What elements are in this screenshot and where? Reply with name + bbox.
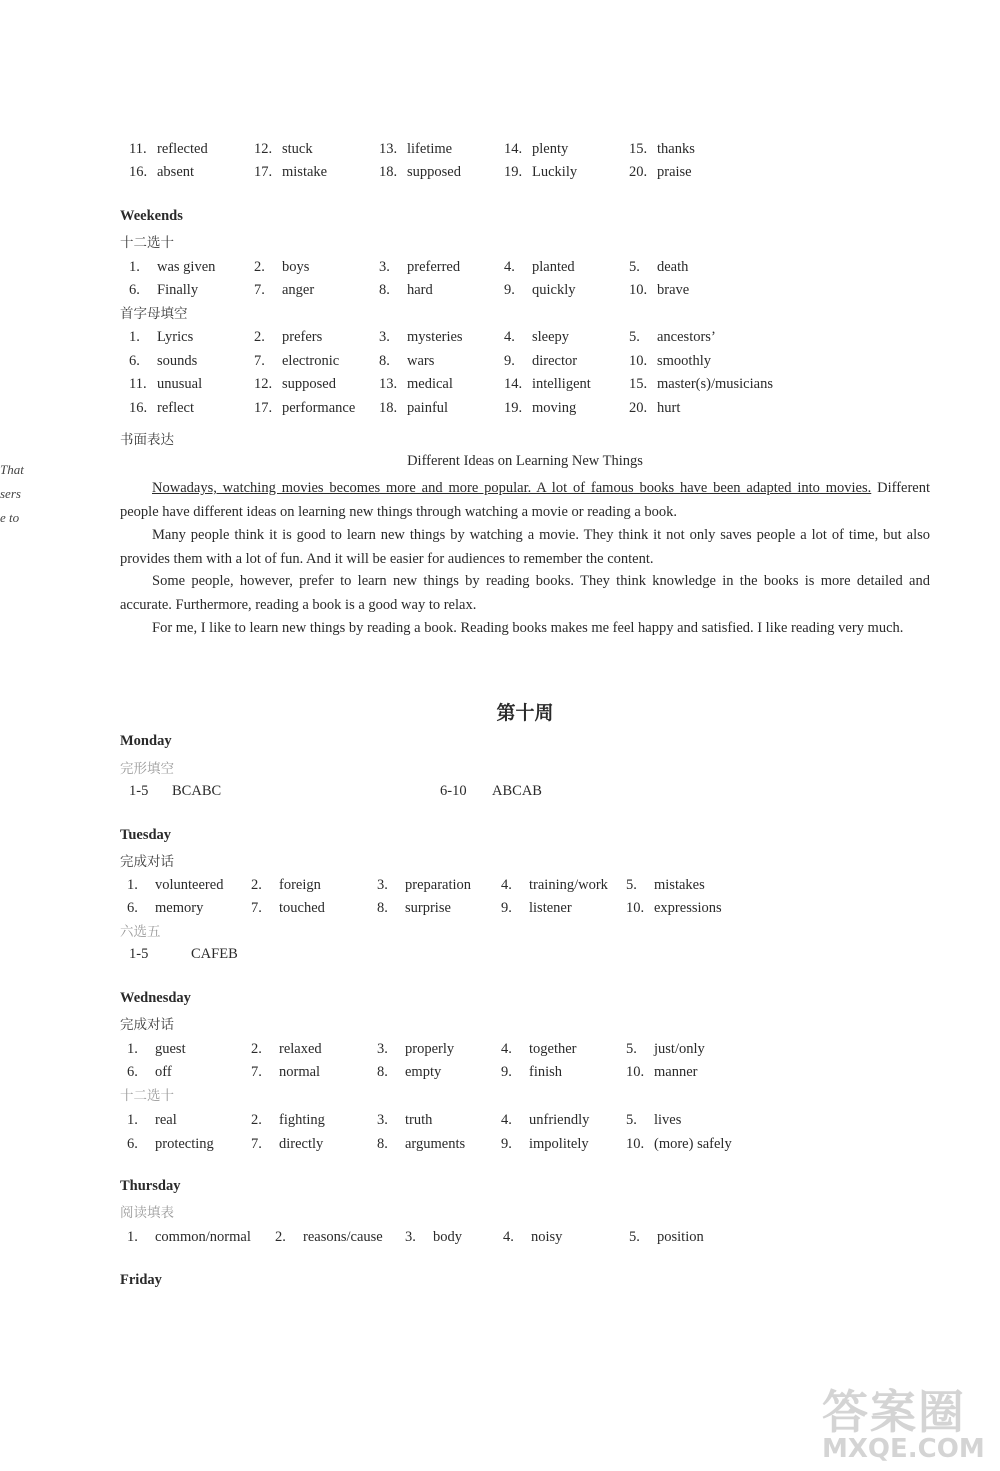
answer-number: 4. (501, 1041, 512, 1057)
answer-item (504, 373, 591, 395)
answer-number: 5. (629, 329, 640, 345)
answer-item (629, 279, 689, 301)
answer-word: guest (155, 1041, 186, 1057)
answer-number: 13. (379, 376, 398, 392)
answer-item (377, 1038, 454, 1060)
answer-number: 20. (629, 164, 648, 180)
answer-item (254, 138, 313, 160)
answer-row (0, 1109, 1000, 1131)
answer-row (0, 350, 1000, 372)
answer-number: 7. (251, 1135, 262, 1152)
answer-item (129, 350, 197, 372)
answer-word: reasons/cause (303, 1229, 383, 1245)
answer-item (405, 1226, 462, 1248)
answer-number: 7. (254, 282, 265, 298)
answer-word: truth (405, 1112, 433, 1128)
essay-paragraph-1 (120, 477, 930, 524)
answer-item (501, 1038, 577, 1060)
answer-item (629, 326, 716, 348)
answer-item (501, 897, 572, 919)
answer-word: mistakes (654, 877, 705, 893)
answer-word: protecting (155, 1135, 214, 1152)
answer-word: listener (529, 900, 572, 916)
answer-number: 10. (626, 1135, 645, 1152)
answer-item (626, 1038, 705, 1060)
answer-number: 1. (127, 1041, 138, 1057)
section-heading-tuesday: Tuesday (120, 827, 172, 843)
answer-number: 12. (254, 141, 273, 157)
answer-number: 20. (629, 399, 648, 416)
answer-item (379, 397, 448, 419)
answer-number: 5. (626, 877, 637, 893)
answer-word: surprise (405, 900, 451, 916)
answer-word: hard (407, 282, 433, 298)
essay-paragraph-4: For me, I like to learn new things by reading a book. Reading books makes me feel happy and satisfied. I like reading very much. (152, 620, 904, 636)
answer-word: planted (532, 259, 575, 275)
answer-item (626, 1061, 697, 1083)
answer-word: performance (282, 399, 356, 416)
answer-number: 10. (629, 352, 648, 369)
answer-word: impolitely (529, 1135, 589, 1152)
answer-number: 11. (129, 376, 147, 392)
answer-range: 6-10 (440, 783, 467, 799)
answer-row (0, 256, 1000, 278)
answer-item (251, 1061, 320, 1083)
margin-fragment: sers (0, 486, 21, 501)
answer-number: 2. (275, 1229, 286, 1245)
answer-item (251, 1038, 322, 1060)
answer-number: 7. (251, 1064, 262, 1080)
answer-number: 18. (379, 164, 398, 180)
answer-number: 2. (254, 329, 265, 345)
answer-item (629, 350, 711, 372)
answer-word: director (532, 352, 578, 369)
answer-row (0, 874, 1000, 896)
answer-row (0, 1133, 1000, 1155)
answer-item (501, 1061, 562, 1083)
answer-item (379, 326, 463, 348)
answer-number: 11. (129, 141, 147, 157)
answer-item (504, 397, 576, 419)
answer-number: 1. (127, 1229, 138, 1245)
essay-paragraph-2: Many people think it is good to learn new things by watching a movie. They think it not only saves people a lot of time, but also provides them with a lot of fun. And it will be easier for audiences to remember the content. (120, 527, 930, 567)
answer-number: 6. (127, 1064, 138, 1080)
answer-item (626, 1109, 681, 1131)
answer-word: absent (157, 164, 195, 180)
answer-item (129, 397, 194, 419)
answer-word: moving (532, 399, 577, 416)
answer-number: 3. (405, 1229, 416, 1245)
answer-number: 3. (379, 329, 390, 345)
answer-word: manner (654, 1064, 698, 1080)
answer-word: master(s)/musicians (657, 376, 773, 392)
answer-number: 3. (377, 1112, 388, 1128)
answer-item (501, 874, 608, 896)
answer-number: 4. (504, 259, 515, 275)
answer-number: 3. (377, 1041, 388, 1057)
answer-number: 6. (129, 352, 140, 369)
answer-item (629, 161, 692, 183)
answer-item (379, 279, 433, 301)
answer-number: 8. (379, 282, 390, 298)
answer-word: praise (657, 164, 692, 180)
answer-number: 8. (379, 352, 390, 369)
answer-number: 1. (127, 877, 138, 893)
answer-word: mistake (282, 164, 328, 180)
answer-item (129, 138, 208, 160)
answer-word: plenty (532, 141, 569, 157)
answer-item (629, 256, 688, 278)
answer-number: 9. (504, 352, 515, 369)
answer-word: anger (282, 282, 315, 298)
answer-item (127, 1133, 214, 1155)
essay-title: Different Ideas on Learning New Things (407, 453, 643, 469)
watermark-logo: 答案圈 (822, 1385, 966, 1439)
answer-item (377, 1061, 441, 1083)
answer-row (0, 1061, 1000, 1083)
answer-row (0, 279, 1000, 301)
answer-item (254, 279, 314, 301)
answer-number: 4. (504, 329, 515, 345)
answer-number: 9. (501, 1135, 512, 1152)
answer-item (127, 1109, 177, 1131)
answer-word: Luckily (532, 164, 578, 180)
watermark-url: MXQE.COM (822, 1434, 985, 1464)
label-cloze: 完形填空 (120, 761, 174, 777)
answer-range: 1-5 (129, 946, 149, 962)
essay-underlined-sentence: Nowadays, watching movies becomes more and more popular. A lot of famous books have been adapted into movies. (152, 480, 872, 496)
answer-item (251, 1133, 323, 1155)
answer-word: directly (279, 1135, 324, 1152)
answer-word: expressions (654, 900, 722, 916)
answer-number: 2. (251, 1041, 262, 1057)
essay-paragraph-3: Some people, however, prefer to learn new things by reading books. They think knowledge in the books is more detailed and accurate. Furthermore, reading a book is a good way to relax. (120, 573, 930, 613)
answer-word: unfriendly (529, 1112, 590, 1128)
answer-word: reflected (157, 141, 208, 157)
margin-fragment: That (0, 462, 24, 477)
answer-number: 2. (251, 877, 262, 893)
answer-number: 9. (504, 282, 515, 298)
answer-number: 3. (377, 877, 388, 893)
answer-word: mysteries (407, 329, 463, 345)
answer-word: supposed (282, 376, 336, 392)
answer-item (254, 373, 336, 395)
answer-word: volunteered (155, 877, 224, 893)
answer-item (377, 1109, 432, 1131)
answer-number: 6. (127, 900, 138, 916)
answer-item (129, 279, 198, 301)
label-complete-dialogue: 完成对话 (120, 1017, 174, 1033)
label-writing: 书面表达 (120, 432, 174, 448)
answer-item (377, 1133, 465, 1155)
answer-number: 12. (254, 376, 273, 392)
answer-item (504, 350, 577, 372)
section-heading-friday: Friday (120, 1272, 162, 1288)
answer-word: fighting (279, 1112, 325, 1128)
answer-word: was given (157, 259, 216, 275)
answer-number: 17. (254, 399, 273, 416)
answer-item (275, 1226, 383, 1248)
answer-word: death (657, 259, 689, 275)
answer-number: 10. (629, 282, 648, 298)
answer-number: 10. (626, 1064, 645, 1080)
answer-word: common/normal (155, 1229, 251, 1245)
answer-item (129, 373, 202, 395)
answer-word: preparation (405, 877, 472, 893)
answer-number: 3. (379, 259, 390, 275)
answer-word: lifetime (407, 141, 453, 157)
answer-number: 5. (629, 259, 640, 275)
label-twelve-choose-ten: 十二选十 (120, 235, 174, 251)
margin-fragment: e to (0, 510, 20, 525)
answer-item (504, 279, 576, 301)
answer-word: off (155, 1064, 172, 1080)
answer-number: 2. (251, 1112, 262, 1128)
answer-word: memory (155, 900, 204, 916)
answer-row (0, 373, 1000, 395)
answer-item (251, 897, 325, 919)
answer-word: medical (407, 376, 453, 392)
answer-word: reflect (157, 399, 195, 416)
answer-item (254, 350, 339, 372)
answer-word: Finally (157, 282, 199, 298)
answer-word: brave (657, 282, 690, 298)
answer-number: 4. (503, 1229, 514, 1245)
answer-number: 5. (629, 1229, 640, 1245)
answer-word: painful (407, 399, 449, 416)
answer-row (0, 138, 1000, 160)
answer-item (379, 373, 453, 395)
answer-item (129, 326, 193, 348)
answer-number: 8. (377, 1064, 388, 1080)
answer-item (629, 373, 773, 395)
answer-word: hurt (657, 399, 681, 416)
answer-item (127, 1038, 186, 1060)
answer-word: touched (279, 900, 325, 916)
answer-word: preferred (407, 259, 461, 275)
answer-word: empty (405, 1064, 442, 1080)
label-reading-table: 阅读填表 (120, 1205, 174, 1221)
answer-item (504, 161, 577, 183)
answer-item (127, 874, 223, 896)
answer-row (0, 397, 1000, 419)
answer-item (251, 874, 321, 896)
answer-word: boys (282, 259, 310, 275)
answer-word: unusual (157, 376, 203, 392)
answer-number: 4. (501, 877, 512, 893)
answer-item (629, 397, 680, 419)
answer-item (127, 897, 203, 919)
answer-item (127, 1226, 251, 1248)
answer-row (0, 326, 1000, 348)
answer-item (626, 897, 722, 919)
answer-number: 8. (377, 1135, 388, 1152)
answer-number: 14. (504, 376, 523, 392)
answer-number: 5. (626, 1112, 637, 1128)
answer-number: 1. (129, 329, 140, 345)
label-six-choose-five: 六选五 (120, 924, 161, 940)
section-heading-wednesday: Wednesday (120, 990, 191, 1006)
label-twelve-choose-ten: 十二选十 (120, 1088, 174, 1104)
answer-word: normal (279, 1064, 321, 1080)
answer-number: 18. (379, 399, 398, 416)
answer-word: smoothly (657, 352, 711, 369)
answer-row (0, 897, 1000, 919)
answer-word: training/work (529, 877, 608, 893)
answer-word: (more) safely (654, 1135, 732, 1152)
answer-number: 19. (504, 164, 523, 180)
answer-word: supposed (407, 164, 461, 180)
answer-item (127, 1061, 172, 1083)
answer-word: just/only (654, 1041, 705, 1057)
week-title: 第十周 (496, 702, 554, 724)
answer-number: 8. (377, 900, 388, 916)
answer-item (129, 161, 194, 183)
answer-item (254, 161, 327, 183)
answer-number: 9. (501, 1064, 512, 1080)
answer-item (379, 138, 452, 160)
answer-word: position (657, 1229, 704, 1245)
answer-word: prefers (282, 329, 323, 345)
answer-word: electronic (282, 352, 340, 369)
answer-word: lives (654, 1112, 682, 1128)
answer-word: foreign (279, 877, 321, 893)
answer-number: 17. (254, 164, 273, 180)
answer-item (251, 1109, 325, 1131)
label-first-letter-fill: 首字母填空 (120, 306, 188, 322)
answer-number: 16. (129, 399, 148, 416)
answer-item (377, 874, 471, 896)
answer-word: properly (405, 1041, 455, 1057)
section-heading-weekends: Weekends (120, 208, 183, 224)
answer-item (377, 897, 451, 919)
answer-word: quickly (532, 282, 576, 298)
answer-word: intelligent (532, 376, 591, 392)
answer-range: 1-5 (129, 783, 149, 799)
answer-number: 16. (129, 164, 148, 180)
answer-item (504, 256, 575, 278)
section-heading-thursday: Thursday (120, 1178, 181, 1194)
answer-value: ABCAB (492, 783, 542, 799)
answer-number: 7. (254, 352, 265, 369)
answer-item (626, 1133, 732, 1155)
answer-number: 2. (254, 259, 265, 275)
answer-item (504, 138, 568, 160)
label-complete-dialogue: 完成对话 (120, 854, 174, 870)
answer-item (501, 1109, 589, 1131)
answer-item (629, 1226, 704, 1248)
answer-word: sleepy (532, 329, 570, 345)
answer-row (0, 161, 1000, 183)
answer-item (254, 256, 309, 278)
answer-word: body (433, 1229, 462, 1245)
answer-word: wars (407, 352, 435, 369)
answer-number: 15. (629, 376, 648, 392)
answer-number: 9. (501, 900, 512, 916)
answer-number: 4. (501, 1112, 512, 1128)
answer-item (503, 1226, 562, 1248)
answer-item (504, 326, 569, 348)
answer-item (129, 256, 215, 278)
answer-value: BCABC (172, 783, 222, 799)
answer-number: 10. (626, 900, 645, 916)
answer-word: relaxed (279, 1041, 322, 1057)
answer-number: 14. (504, 141, 523, 157)
answer-word: together (529, 1041, 577, 1057)
answer-word: stuck (282, 141, 313, 157)
answer-value: CAFEB (191, 946, 238, 962)
essay-sentence: Different people have different ideas on learning new things through watching a movie or reading a book. (120, 480, 930, 520)
answer-word: finish (529, 1064, 563, 1080)
answer-number: 13. (379, 141, 398, 157)
answer-item (629, 138, 695, 160)
answer-number: 19. (504, 399, 523, 416)
answer-number: 6. (129, 282, 140, 298)
answer-row (0, 1226, 1000, 1248)
answer-number: 1. (129, 259, 140, 275)
answer-item (254, 397, 355, 419)
section-heading-monday: Monday (120, 733, 172, 749)
answer-word: noisy (531, 1229, 563, 1245)
answer-item (379, 256, 460, 278)
answer-word: thanks (657, 141, 695, 157)
answer-item (379, 350, 434, 372)
answer-number: 7. (251, 900, 262, 916)
answer-item (254, 326, 322, 348)
answer-number: 1. (127, 1112, 138, 1128)
answer-item (626, 874, 705, 896)
answer-word: arguments (405, 1135, 466, 1152)
answer-word: Lyrics (157, 329, 194, 345)
answer-number: 15. (629, 141, 648, 157)
answer-item (379, 161, 461, 183)
answer-word: sounds (157, 352, 198, 369)
answer-item (501, 1133, 589, 1155)
answer-row (0, 1038, 1000, 1060)
answer-number: 6. (127, 1135, 138, 1152)
answer-word: ancestors’ (657, 329, 716, 345)
answer-number: 5. (626, 1041, 637, 1057)
answer-word: real (155, 1112, 177, 1128)
